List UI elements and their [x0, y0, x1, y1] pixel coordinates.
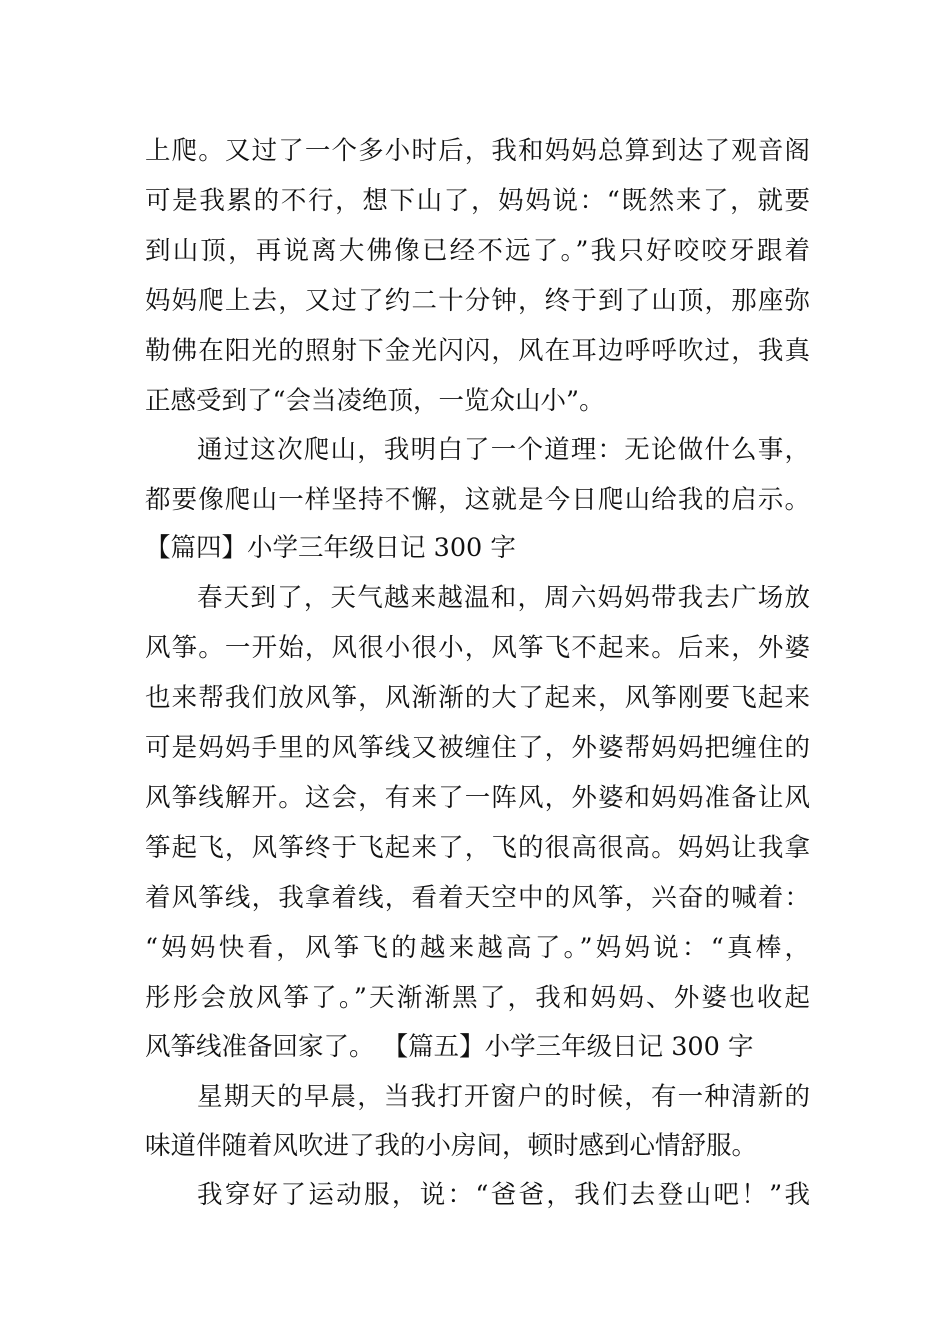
text-line-2: 可是我累的不行，想下山了，妈妈说：“既然来了，就要	[145, 186, 810, 216]
text-line-6: 正感受到了“会当凌绝顶，一览众山小”。	[145, 386, 605, 416]
text-line-4: 妈妈爬上去，又过了约二十分钟，终于到了山顶，那座弥	[145, 286, 810, 316]
text-line-5: 勒佛在阳光的照射下金光闪闪，风在耳边呼呼吹过，我真	[145, 336, 810, 366]
text-line-14: 风筝线解开。这会，有来了一阵风，外婆和妈妈准备让风	[145, 783, 810, 813]
text-line-19: 风筝线准备回家了。 【篇五】小学三年级日记 300 字	[145, 1032, 754, 1062]
text-line-20: 星期天的早晨，当我打开窗户的时候，有一种清新的	[197, 1082, 810, 1112]
text-line-8: 都要像爬山一样坚持不懈，这就是今日爬山给我的启示。	[145, 485, 810, 515]
text-line-12: 也来帮我们放风筝，风渐渐的大了起来，风筝刚要飞起来	[145, 683, 810, 713]
text-line-13: 可是妈妈手里的风筝线又被缠住了，外婆帮妈妈把缠住的	[145, 733, 810, 763]
text-line-22: 我穿好了运动服，说：“爸爸，我们去登山吧！”我	[197, 1180, 810, 1210]
text-line-10: 春天到了，天气越来越温和，周六妈妈带我去广场放	[197, 583, 810, 613]
text-line-3: 到山顶，再说离大佛像已经不远了。”我只好咬咬牙跟着	[145, 236, 810, 266]
text-line-16: 着风筝线，我拿着线，看着天空中的风筝，兴奋的喊着：	[145, 883, 810, 913]
text-line-17: “妈妈快看，风筝飞的越来越高了。”妈妈说：“真棒，	[145, 933, 810, 963]
text-line-11: 风筝。一开始，风很小很小，风筝飞不起来。后来，外婆	[145, 633, 810, 663]
text-line-1: 上爬。又过了一个多小时后，我和妈妈总算到达了观音阁	[145, 136, 810, 166]
text-line-18: 彤彤会放风筝了。”天渐渐黑了，我和妈妈、外婆也收起	[145, 983, 810, 1013]
text-line-7: 通过这次爬山，我明白了一个道理：无论做什么事，	[197, 435, 810, 465]
text-line-21: 味道伴随着风吹进了我的小房间，顿时感到心情舒服。	[145, 1131, 758, 1161]
text-line-15: 筝起飞，风筝终于飞起来了，飞的很高很高。妈妈让我拿	[145, 833, 810, 863]
section-heading-4: 【篇四】小学三年级日记 300 字	[145, 533, 516, 563]
